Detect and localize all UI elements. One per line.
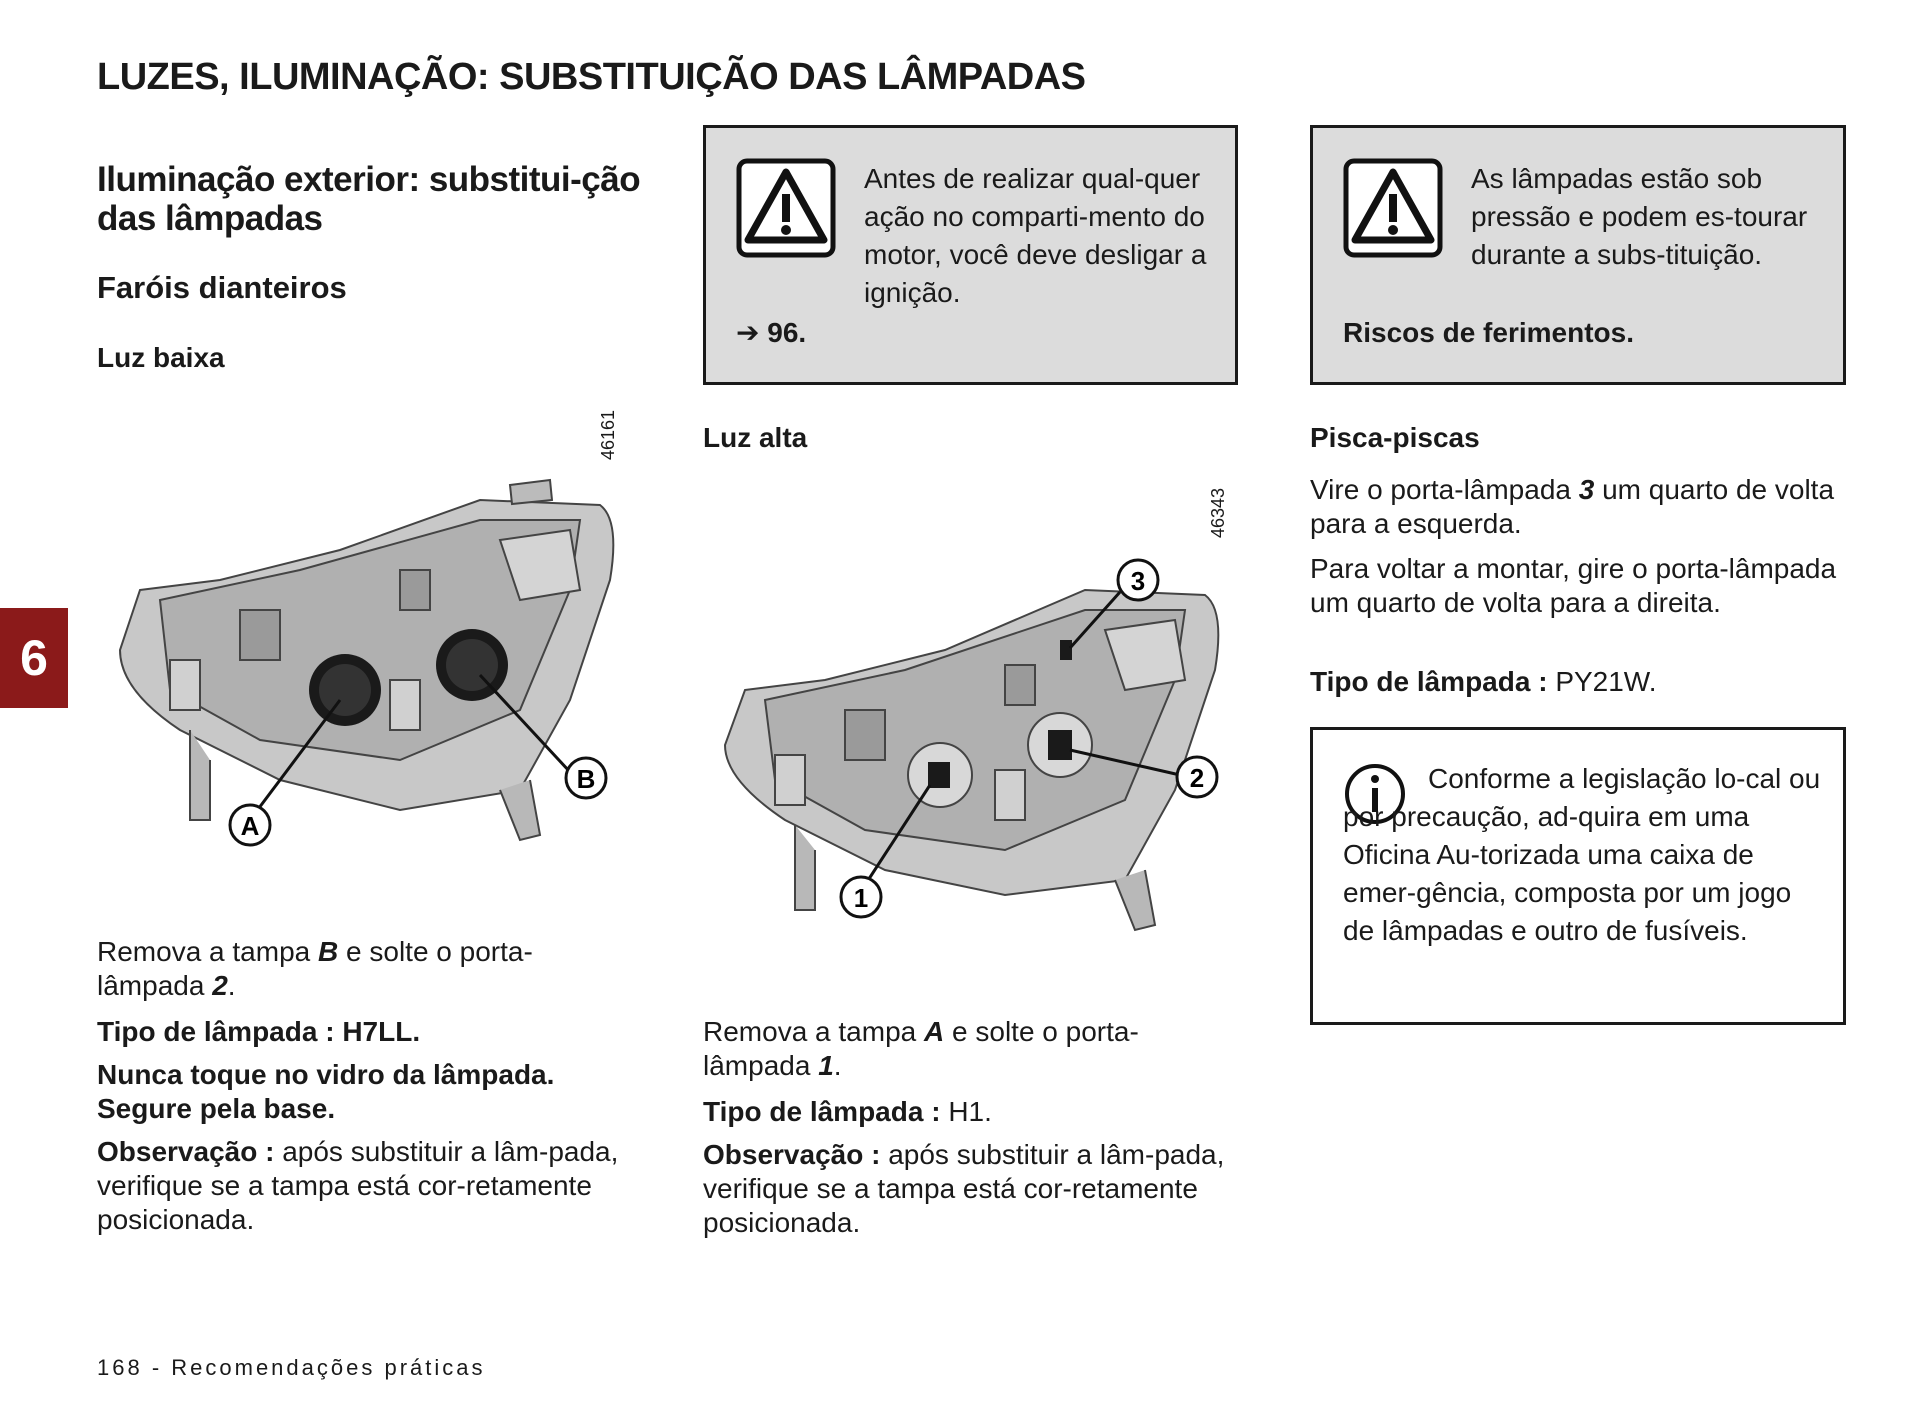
section-title: Iluminação exterior: substitui-ção das lâmpadas (97, 160, 641, 238)
callout-3: 3 (1130, 566, 1146, 596)
figure-number-46343: 46343 (1208, 487, 1228, 538)
headlamp-body-2 (725, 590, 1218, 930)
warning-injury-risk: Riscos de ferimentos. (1343, 317, 1634, 348)
headlamp-low-beam-figure (100, 460, 640, 860)
warning-triangle-icon (1343, 158, 1443, 258)
warning-triangle-icon (736, 158, 836, 258)
warning-text-pressure: As lâmpadas estão sob pressão e podem es-tourar durante a subs-tituição. (1471, 163, 1808, 270)
warning-reference: ➔ 96. (736, 317, 807, 348)
warning-box-pressure (1310, 125, 1846, 385)
col3-instruction-1: Vire o porta-lâmpada 3 um quarto de volta para a esquerda. (1310, 474, 1835, 539)
page-footer: 168 - Recomendações práticas (97, 1355, 486, 1380)
luz-baixa-heading: Luz baixa (97, 342, 225, 373)
info-text: Conforme a legislação lo-cal ou por precaução, ad-quira em uma Oficina Au-torizada uma caixa de emer-gência, composta por um jogo de lâmpadas e outro de fusíveis. (1343, 763, 1821, 946)
page-title: LUZES, ILUMINAÇÃO: SUBSTITUIÇÃO DAS LÂMPADAS (97, 56, 1086, 98)
luz-alta-heading: Luz alta (703, 422, 808, 453)
warning-box-ignition (703, 125, 1238, 385)
col2-observation: Observação : após substituir a lâm-pada, verifique se a tampa está cor-retamente posicionada. (703, 1139, 1225, 1238)
col1-instruction-1: Remova a tampa B e solte o porta-lâmpada 2. (97, 936, 533, 1001)
headlamp-body (120, 480, 613, 840)
chapter-tab: 6 (0, 608, 68, 708)
col2-lamp-type: Tipo de lâmpada : H1. (703, 1096, 992, 1127)
warning-text-ignition: Antes de realizar qual-quer ação no comparti-mento do motor, você deve desligar a ignição. (864, 163, 1207, 308)
col2-instruction-1: Remova a tampa A e solte o porta-lâmpada 1. (703, 1016, 1139, 1081)
subsection-title: Faróis dianteiros (97, 270, 347, 305)
bulb-holder-1 (928, 762, 950, 788)
figure-number-46161: 46161 (598, 409, 618, 460)
pisca-piscas-heading: Pisca-piscas (1310, 422, 1480, 453)
callout-2: 2 (1189, 763, 1205, 793)
bulb-holder-2 (1048, 730, 1072, 760)
col3-lamp-type: Tipo de lâmpada : PY21W. (1310, 666, 1657, 697)
callout-1: 1 (853, 883, 869, 913)
col1-warning-note: Nunca toque no vidro da lâmpada. Segure pela base. (97, 1059, 555, 1124)
callout-b: B (576, 764, 596, 794)
callout-a: A (240, 811, 260, 841)
col1-observation: Observação : após substituir a lâm-pada, verifique se a tampa está cor-retamente posicionada. (97, 1136, 619, 1235)
col3-instruction-2: Para voltar a montar, gire o porta-lâmpada um quarto de volta para a direita. (1310, 553, 1837, 618)
col1-lamp-type: Tipo de lâmpada : H7LL. (97, 1016, 421, 1047)
headlamp-high-beam-figure (715, 540, 1235, 940)
bulb-holder-3 (1060, 640, 1072, 660)
info-box-emergency-kit (1310, 727, 1846, 1025)
